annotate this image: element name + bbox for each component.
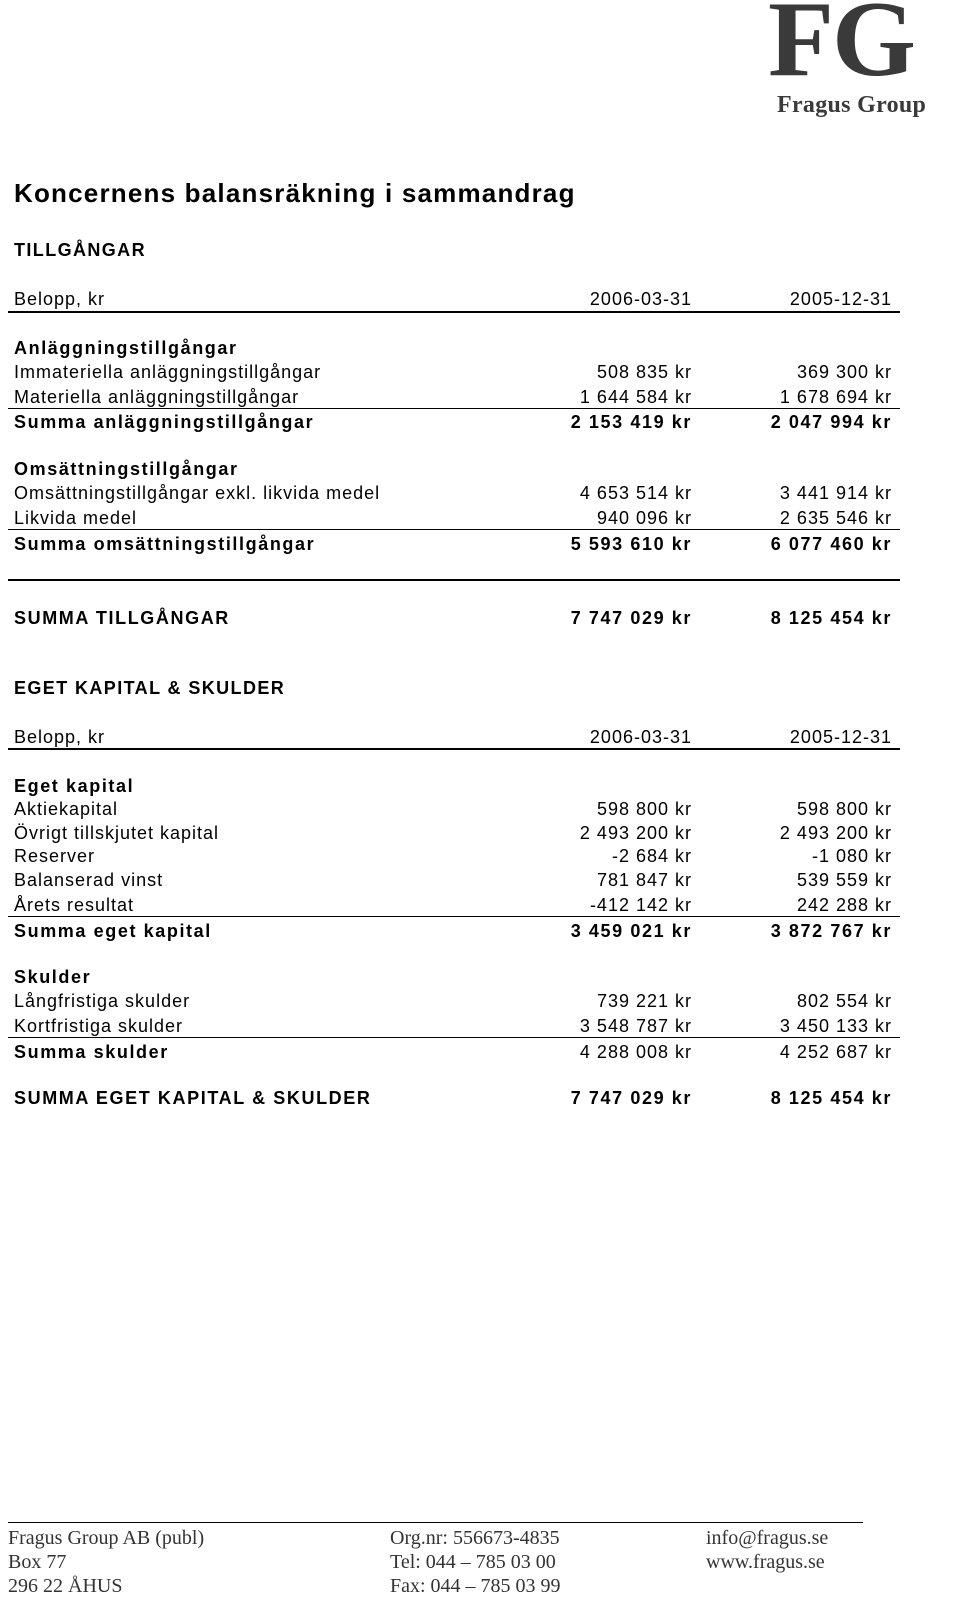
row-label: Summa skulder <box>14 1042 169 1062</box>
row-label: Summa eget kapital <box>14 921 212 941</box>
row-value-2005: 2 493 200 kr <box>779 823 892 843</box>
date-column-1: 2006-03-31 <box>589 727 692 747</box>
amount-label: Belopp, kr <box>14 289 106 309</box>
footer-divider <box>8 1522 863 1523</box>
row-value-2005: 8 125 454 kr <box>770 608 892 628</box>
row-value-2005: 242 288 kr <box>796 895 892 915</box>
row-value-2005: 598 800 kr <box>796 799 892 819</box>
total-row <box>8 608 900 632</box>
row-label: SUMMA TILLGÅNGAR <box>14 608 230 628</box>
row-value-2005: 8 125 454 kr <box>770 1088 892 1108</box>
table-row <box>8 483 900 507</box>
divider <box>8 529 900 530</box>
row-value-2005: 539 559 kr <box>796 870 892 890</box>
row-value-2006: 7 747 029 kr <box>570 1088 692 1108</box>
row-value-2005: 802 554 kr <box>796 991 892 1011</box>
footer-contact <box>390 1526 561 1598</box>
row-value-2006: 5 593 610 kr <box>570 534 692 554</box>
group-heading <box>8 776 900 800</box>
row-value-2006: 2 493 200 kr <box>579 823 692 843</box>
assets-heading: TILLGÅNGAR <box>14 240 146 260</box>
row-label: SUMMA EGET KAPITAL & SKULDER <box>14 1088 372 1108</box>
sum-row <box>8 1042 900 1066</box>
row-label: Summa anläggningstillgångar <box>14 412 315 432</box>
row-value-2005: 3 441 914 kr <box>779 483 892 503</box>
row-value-2006: 940 096 kr <box>596 508 692 528</box>
row-value-2005: 6 077 460 kr <box>770 534 892 554</box>
group-heading <box>8 459 900 483</box>
row-value-2006: 4 653 514 kr <box>579 483 692 503</box>
row-label: Likvida medel <box>14 508 138 528</box>
row-value-2006: -412 142 kr <box>589 895 692 915</box>
row-value-2005: 1 678 694 kr <box>779 387 892 407</box>
row-label: Balanserad vinst <box>14 870 164 890</box>
date-column-2: 2005-12-31 <box>789 727 892 747</box>
row-value-2006: 3 459 021 kr <box>570 921 692 941</box>
date-column-1: 2006-03-31 <box>589 289 692 309</box>
divider <box>8 748 900 750</box>
table-row <box>8 870 900 894</box>
divider <box>8 408 900 409</box>
group-heading <box>8 967 900 991</box>
row-label: Aktiekapital <box>14 799 119 819</box>
row-label: Kortfristiga skulder <box>14 1016 184 1036</box>
company-name: Fragus Group AB (publ) <box>8 1527 205 1549</box>
row-label: Materiella anläggningstillgångar <box>14 387 300 407</box>
table-row <box>8 846 900 870</box>
divider <box>8 1037 900 1038</box>
group-label: Anläggningstillgångar <box>14 338 238 358</box>
sum-row <box>8 534 900 558</box>
group-label: Skulder <box>14 967 92 987</box>
row-value-2006: 7 747 029 kr <box>570 608 692 628</box>
row-value-2005: -1 080 kr <box>811 846 892 866</box>
website-link[interactable]: www.fragus.se <box>706 1551 825 1573</box>
postal-city: 296 22 ÅHUS <box>8 1575 123 1597</box>
group-label: Eget kapital <box>14 776 135 796</box>
email-link[interactable]: info@fragus.se <box>706 1527 829 1549</box>
divider <box>8 311 900 313</box>
row-value-2005: 2 047 994 kr <box>770 412 892 432</box>
row-label: Reserver <box>14 846 96 866</box>
total-row <box>8 1088 900 1112</box>
table-row <box>8 799 900 823</box>
footer-web <box>706 1526 828 1574</box>
row-value-2005: 369 300 kr <box>796 362 892 382</box>
row-value-2005: 4 252 687 kr <box>779 1042 892 1062</box>
row-value-2006: 1 644 584 kr <box>579 387 692 407</box>
phone: Tel: 044 – 785 03 00 <box>390 1551 556 1573</box>
equity-heading: EGET KAPITAL & SKULDER <box>14 678 286 698</box>
org-number: Org.nr: 556673-4835 <box>390 1527 560 1549</box>
row-label: Omsättningstillgångar exkl. likvida medel <box>14 483 381 503</box>
sum-row <box>8 412 900 436</box>
row-value-2006: 4 288 008 kr <box>579 1042 692 1062</box>
divider <box>8 916 900 917</box>
row-value-2005: 3 872 767 kr <box>770 921 892 941</box>
amount-label: Belopp, kr <box>14 727 106 747</box>
row-value-2006: -2 684 kr <box>611 846 692 866</box>
row-label: Årets resultat <box>14 895 135 915</box>
sum-row <box>8 921 900 945</box>
row-value-2006: 781 847 kr <box>596 870 692 890</box>
row-value-2006: 598 800 kr <box>596 799 692 819</box>
footer-address <box>8 1526 204 1598</box>
row-value-2005: 2 635 546 kr <box>779 508 892 528</box>
table-row <box>8 991 900 1015</box>
assets-column-header <box>8 289 900 313</box>
divider <box>8 579 900 581</box>
logo-text: Fragus Group <box>777 92 927 118</box>
fax: Fax: 044 – 785 03 99 <box>390 1575 561 1597</box>
group-label: Omsättningstillgångar <box>14 459 239 479</box>
table-row <box>8 823 900 847</box>
row-value-2005: 3 450 133 kr <box>779 1016 892 1036</box>
row-label: Långfristiga skulder <box>14 991 191 1011</box>
row-label: Övrigt tillskjutet kapital <box>14 823 220 843</box>
company-logo <box>768 0 958 125</box>
page-title: Koncernens balansräkning i sammandrag <box>14 178 576 208</box>
row-value-2006: 3 548 787 kr <box>579 1016 692 1036</box>
row-value-2006: 2 153 419 kr <box>570 412 692 432</box>
row-label: Immateriella anläggningstillgångar <box>14 362 322 382</box>
postal-box: Box 77 <box>8 1551 67 1573</box>
group-heading <box>8 338 900 362</box>
date-column-2: 2005-12-31 <box>789 289 892 309</box>
row-value-2006: 739 221 kr <box>596 991 692 1011</box>
logo-letters: FG <box>768 0 914 99</box>
row-value-2006: 508 835 kr <box>596 362 692 382</box>
table-row <box>8 362 900 386</box>
row-label: Summa omsättningstillgångar <box>14 534 316 554</box>
